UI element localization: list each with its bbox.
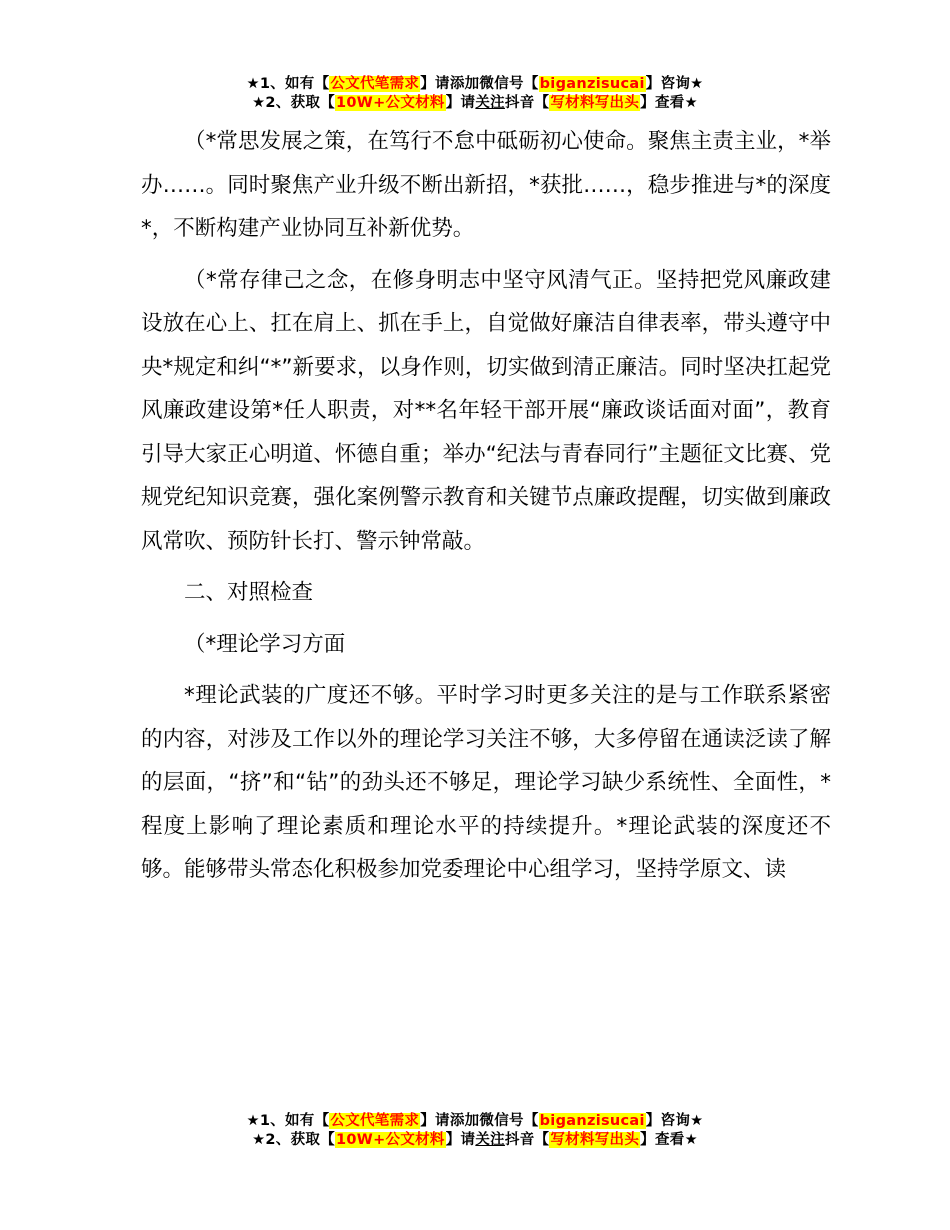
footer-line-2-suffix: 】查看★ bbox=[640, 1132, 698, 1148]
header-line-2 bbox=[0, 94, 950, 113]
footer-line-1-middle: 】请添加微信号【 bbox=[420, 1113, 539, 1129]
footer-line-1-suffix: 】咨询★ bbox=[645, 1113, 704, 1129]
footer-highlight-materials: 10W+公文材料 bbox=[336, 1132, 445, 1148]
header-highlight-wechat-id: biganzisucai bbox=[539, 76, 645, 92]
header-line-2-suffix: 】查看★ bbox=[640, 95, 698, 111]
paragraph-development: （*常思发展之策，在笃行不怠中砥砺初心使命。聚焦主责主业，*举办……。同时聚焦产业升级不断出新招，*获批……，稳步推进与*的深度*，不断构建产业协同互补新优势。 bbox=[141, 129, 831, 241]
footer-follow-text: 关注 bbox=[475, 1132, 505, 1148]
footer-highlight-writing-service: 公文代笔需求 bbox=[330, 1113, 420, 1129]
footer-highlight-douyin: 写材料写出头 bbox=[550, 1132, 640, 1148]
header-line-1-middle: 】请添加微信号【 bbox=[420, 76, 539, 92]
header-line-2-mid-a: 】请 bbox=[445, 95, 476, 111]
footer-line-2-mid-b: 抖音【 bbox=[504, 1132, 550, 1148]
section-heading-comparison: 二、对照检查 bbox=[184, 580, 314, 605]
header-follow-text: 关注 bbox=[475, 95, 505, 111]
header-line-1-suffix: 】咨询★ bbox=[645, 76, 704, 92]
paragraph-self-discipline: （*常存律己之念，在修身明志中坚守风清气正。坚持把党风廉政建设放在心上、扛在肩上、抓在手上，自觉做好廉洁自律表率，带头遵守中央*规定和纠“*”新要求，以身作则，切实做到清正廉洁。同时坚决扛起党风廉政建设第*任人职责，对**名年轻干部开展“廉政谈话面对面”，教育引导大家正心明道、怀德自重；举办“纪法与青春同行”主题征文比赛、党规党纪知识竞赛，强化案例警示教育和关键节点廉政提醒，切实做到廉政风常吹、预防针长打、警示钟常敲。 bbox=[141, 267, 831, 554]
footer-line-2-mid-a: 】请 bbox=[445, 1132, 476, 1148]
document-body bbox=[141, 120, 831, 892]
footer-line-1-prefix: ★1、如有【 bbox=[246, 1113, 330, 1129]
header-line-2-mid-b: 抖音【 bbox=[504, 95, 550, 111]
header-line-1-prefix: ★1、如有【 bbox=[246, 76, 330, 92]
footer-banner bbox=[0, 1112, 950, 1150]
header-highlight-writing-service: 公文代笔需求 bbox=[330, 76, 420, 92]
header-line-1 bbox=[0, 75, 950, 94]
footer-line-2-prefix: ★2、获取【 bbox=[252, 1132, 335, 1148]
header-highlight-douyin: 写材料写出头 bbox=[550, 95, 640, 111]
subsection-heading-theory: （*理论学习方面 bbox=[184, 631, 346, 657]
header-highlight-materials: 10W+公文材料 bbox=[336, 95, 445, 111]
header-banner bbox=[0, 75, 950, 113]
footer-line-1 bbox=[0, 1112, 950, 1131]
footer-highlight-wechat-id: biganzisucai bbox=[539, 1113, 645, 1129]
paragraph-theory-study: *理论武装的广度还不够。平时学习时更多关注的是与工作联系紧密的内容，对涉及工作以外的理论学习关注不够，大多停留在通读泛读了解的层面，“挤”和“钻”的劲头还不够足，理论学习缺少系统性、全面性，*程度上影响了理论素质和理论水平的持续提升。*理论武装的深度还不够。能够带头常态化积极参加党委理论中心组学习，坚持学原文、读 bbox=[141, 683, 831, 882]
footer-line-2 bbox=[0, 1131, 950, 1150]
header-line-2-prefix: ★2、获取【 bbox=[252, 95, 335, 111]
